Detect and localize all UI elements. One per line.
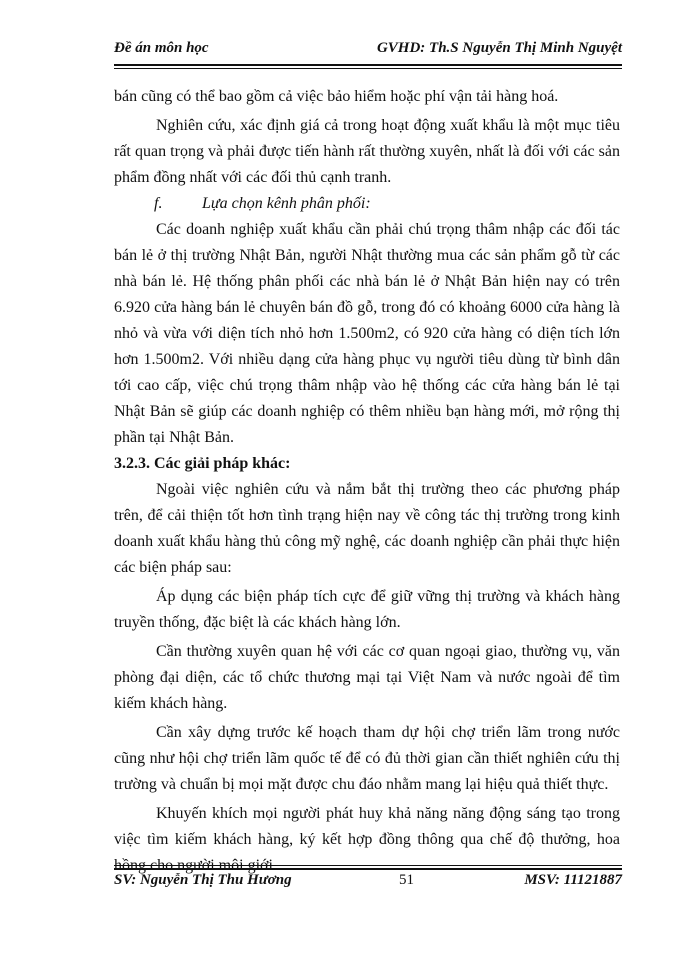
header-course-title: Đề án môn học	[114, 40, 209, 56]
subsection-title-text: Lựa chọn kênh phân phối:	[202, 195, 371, 212]
footer-rule-thick	[114, 868, 622, 870]
paragraph-distribution: Các doanh nghiệp xuất khẩu cần phải chú trọng thâm nhập các đối tác bán lẻ ở thị trường Nhật Bản, người Nhật thường mua các sản phẩm gỗ từ các nhà bán lẻ. Hệ thống phân phối các nhà bán lẻ ở Nhật Bản hiện nay có trên 6.920 cửa hàng bán lẻ chuyên bán đồ gỗ, trong đó có khoảng 6000 cửa hàng là nhỏ và vừa với diện tích nhỏ hơn 1.500m2, có 920 cửa hàng có diện tích lớn hơn 1.500m2. Với nhiều dạng cửa hàng phục vụ người tiêu dùng từ bình dân tới cao cấp, việc chú trọng thâm nhập vào hệ thống các cửa hàng bán lẻ tại Nhật Bản sẽ giúp các doanh nghiệp có thêm nhiều bạn hàng mới, mở rộng thị phần tại Nhật Bản.	[114, 221, 620, 446]
footer-student-name: SV: Nguyễn Thị Thu Hương	[114, 872, 292, 888]
footer-rule-thin	[114, 865, 622, 866]
paragraph-pricing: Nghiên cứu, xác định giá cả trong hoạt động xuất khẩu là một mục tiêu rất quan trọng và phải được tiến hành rất thường xuyên, nhất là đối với các sản phẩm đồng nhất với các đối thủ cạnh tranh.	[114, 117, 620, 186]
subsection-title	[114, 191, 620, 217]
paragraph-measure-4: Khuyến khích mọi người phát huy khả năng năng động sáng tạo trong việc tìm kiếm khách hàng, ký kết hợp đồng thông qua chế độ thưởng, hoa	[114, 805, 620, 848]
page-footer	[114, 872, 622, 894]
paragraph-continuation: bán cũng có thể bao gồm cả việc bảo hiểm hoặc phí vận tải hàng hoá.	[114, 88, 559, 105]
header-rule-thin	[114, 68, 622, 69]
header-advisor: GVHD: Th.S Nguyễn Thị Minh Nguyệt	[376, 40, 622, 56]
document-body	[114, 84, 620, 879]
page-header	[114, 40, 622, 62]
paragraph-measure-1: Áp dụng các biện pháp tích cực để giữ vững thị trường và khách hàng truyền thống, đặc biệt là các khách hàng lớn.	[114, 588, 620, 631]
page-number: 51	[399, 872, 414, 888]
subsection-marker: f.	[154, 195, 163, 212]
paragraph-measure-3: Cần xây dựng trước kế hoạch tham dự hội chợ triển lãm trong nước cũng như hội chợ triển lãm quốc tế để có đủ thời gian cần thiết nghiên cứu thị trường và chuẩn bị mọi mặt được chu đáo nhằm mang lại hiệu quả thiết thực.	[114, 724, 620, 793]
header-rule-thick	[114, 64, 622, 66]
paragraph-measure-2: Cần thường xuyên quan hệ với các cơ quan ngoại giao, thường vụ, văn phòng đại diện, các tổ chức thương mại tại Việt Nam và nước ngoài để tìm kiếm khách hàng.	[114, 643, 620, 712]
section-heading: 3.2.3. Các giải pháp khác:	[114, 455, 291, 472]
footer-student-id: MSV: 11121887	[524, 872, 622, 888]
paragraph-other-solutions: Ngoài việc nghiên cứu và nắm bắt thị trường theo các phương pháp trên, để cải thiện tốt hơn tình trạng hiện nay về công tác thị trường trong kinh doanh xuất khẩu hàng thủ công mỹ nghệ, các doanh nghiệp cần phải thực hiện các biện pháp sau:	[114, 481, 620, 576]
